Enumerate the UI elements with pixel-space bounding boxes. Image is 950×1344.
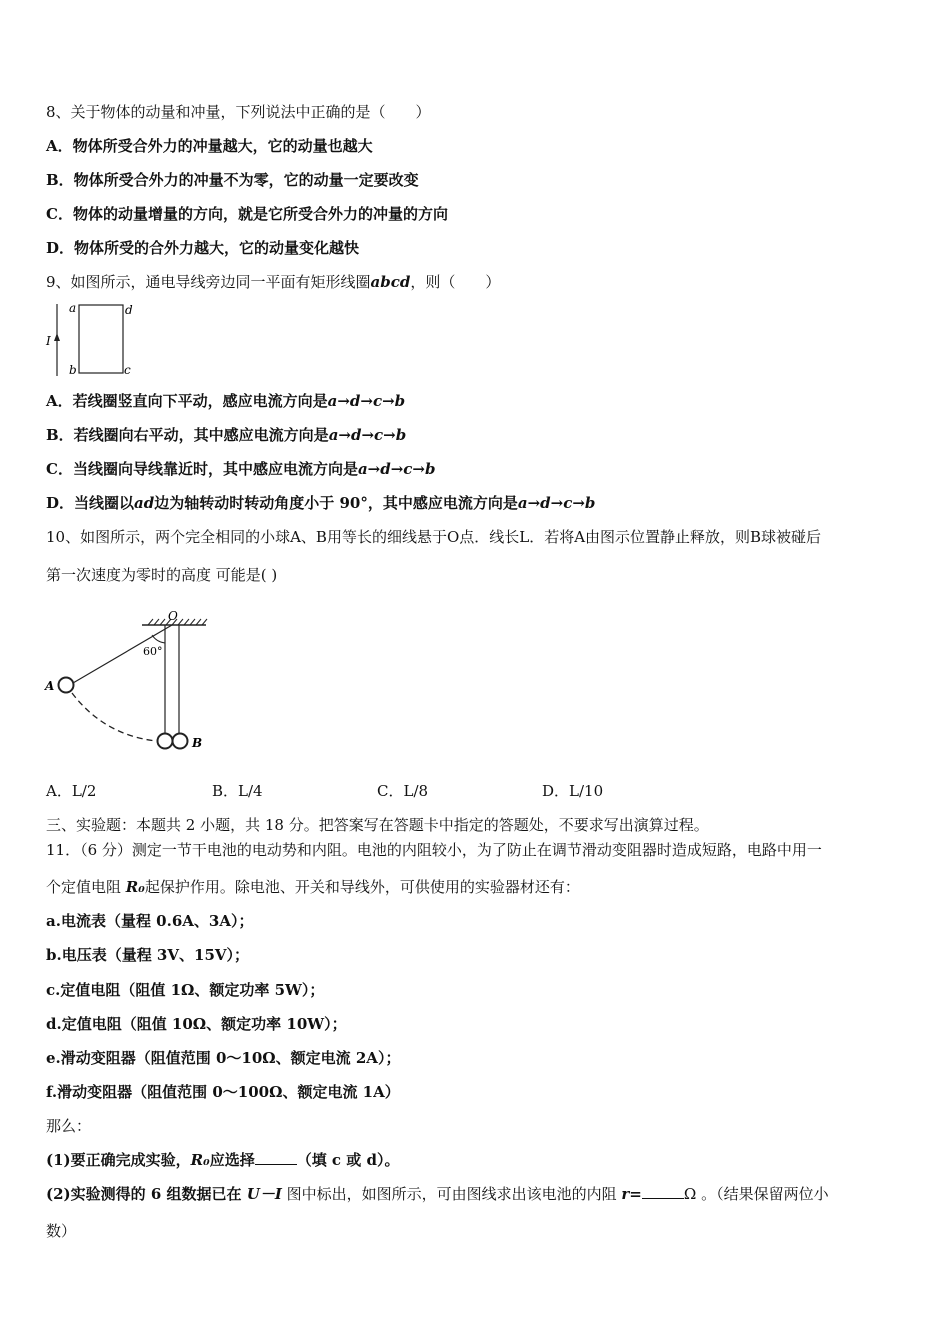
q11-item-c: c.定值电阻（阻值 1Ω、额定功率 5W）； [46,981,325,999]
q11-then: 那么： [46,1117,92,1135]
q8-option-c: C．物体的动量增量的方向，就是它所受合外力的冲量的方向 [46,205,448,223]
q10-option-b: B．L/4 [212,782,263,800]
q11-stem-line1: 11．（6 分）测定一节干电池的电动势和内阻。电池的内阻较小，为了防止在调节滑动变阻器时造成短路，电路中用一 [46,841,822,859]
q8-option-b: B．物体所受合外力的冲量不为零，它的动量一定要改变 [46,171,419,189]
q9-label-a: a [69,301,77,315]
q9-label-d: d [125,303,133,317]
q10-label-B: B [192,736,203,750]
q9-label-c: c [124,363,131,377]
q11-part-2-blank[interactable] [642,1184,684,1199]
q8-stem: 8、关于物体的动量和冲量，下列说法中正确的是（ ） [46,103,431,121]
q10-label-angle: 60° [143,645,163,658]
q9-figure-wire-coil [44,300,144,380]
q10-option-a: A．L/2 [46,782,97,800]
section-3-heading: 三、实验题：本题共 2 小题，共 18 分。把答案写在答题卡中指定的答题处，不要求写出演算过程。 [46,816,709,834]
q11-item-a: a.电流表（量程 0.6A、3A）； [46,912,254,930]
q9-option-b: B．若线圈向右平动，其中感应电流方向是a→d→c→b [46,426,407,444]
q11-item-b: b.电压表（量程 3V、15V）； [46,946,250,964]
q11-stem-line2: 个定值电阻 R₀起保护作用。除电池、开关和导线外，可供使用的实验器材还有： [46,878,580,896]
q10-option-d: D．L/10 [542,782,604,800]
q10-figure-pendulum [44,605,214,755]
q9-option-a: A．若线圈竖直向下平动，感应电流方向是a→d→c→b [46,392,406,410]
q11-item-d: d.定值电阻（阻值 10Ω、额定功率 10W）； [46,1015,347,1033]
q8-option-d: D．物体所受的合外力越大，它的动量变化越快 [46,239,360,257]
q11-part-1: (1)要正确完成实验，R₀应选择 （填 c 或 d）。 [46,1151,400,1169]
q9-label-b: b [69,363,77,377]
q10-label-O: O [168,609,178,623]
q10-stem-line2: 第一次速度为零时的高度 可能是( ) [46,566,278,584]
q11-part-2-end: 数） [46,1222,77,1240]
q11-part-2: (2)实验测得的 6 组数据已在 U－I 图中标出，如图所示，可由图线求出该电池的内阻 r= Ω 。（结果保留两位小 [46,1185,829,1203]
q11-part-1-blank[interactable] [255,1150,297,1165]
q11-item-e: e.滑动变阻器（阻值范围 0～10Ω、额定电流 2A）； [46,1049,401,1067]
q10-stem-line1: 10、如图所示，两个完全相同的小球A、B用等长的细线悬于O点．线长L．若将A由图示位置静止释放，则B球被碰后 [46,528,822,546]
q10-option-c: C．L/8 [377,782,429,800]
q11-item-f: f.滑动变阻器（阻值范围 0～100Ω、额定电流 1A） [46,1083,400,1101]
q9-option-d: D．当线圈以ad边为轴转动时转动角度小于 90°，其中感应电流方向是a→d→c→b [46,494,596,512]
q9-stem: 9、如图所示，通电导线旁边同一平面有矩形线圈abcd，则（ ） [46,273,501,291]
q8-option-a: A．物体所受合外力的冲量越大，它的动量也越大 [46,137,373,155]
q10-label-A: A [45,679,55,693]
q9-label-I: I [46,334,51,348]
q9-option-c: C．当线圈向导线靠近时，其中感应电流方向是a→d→c→b [46,460,436,478]
